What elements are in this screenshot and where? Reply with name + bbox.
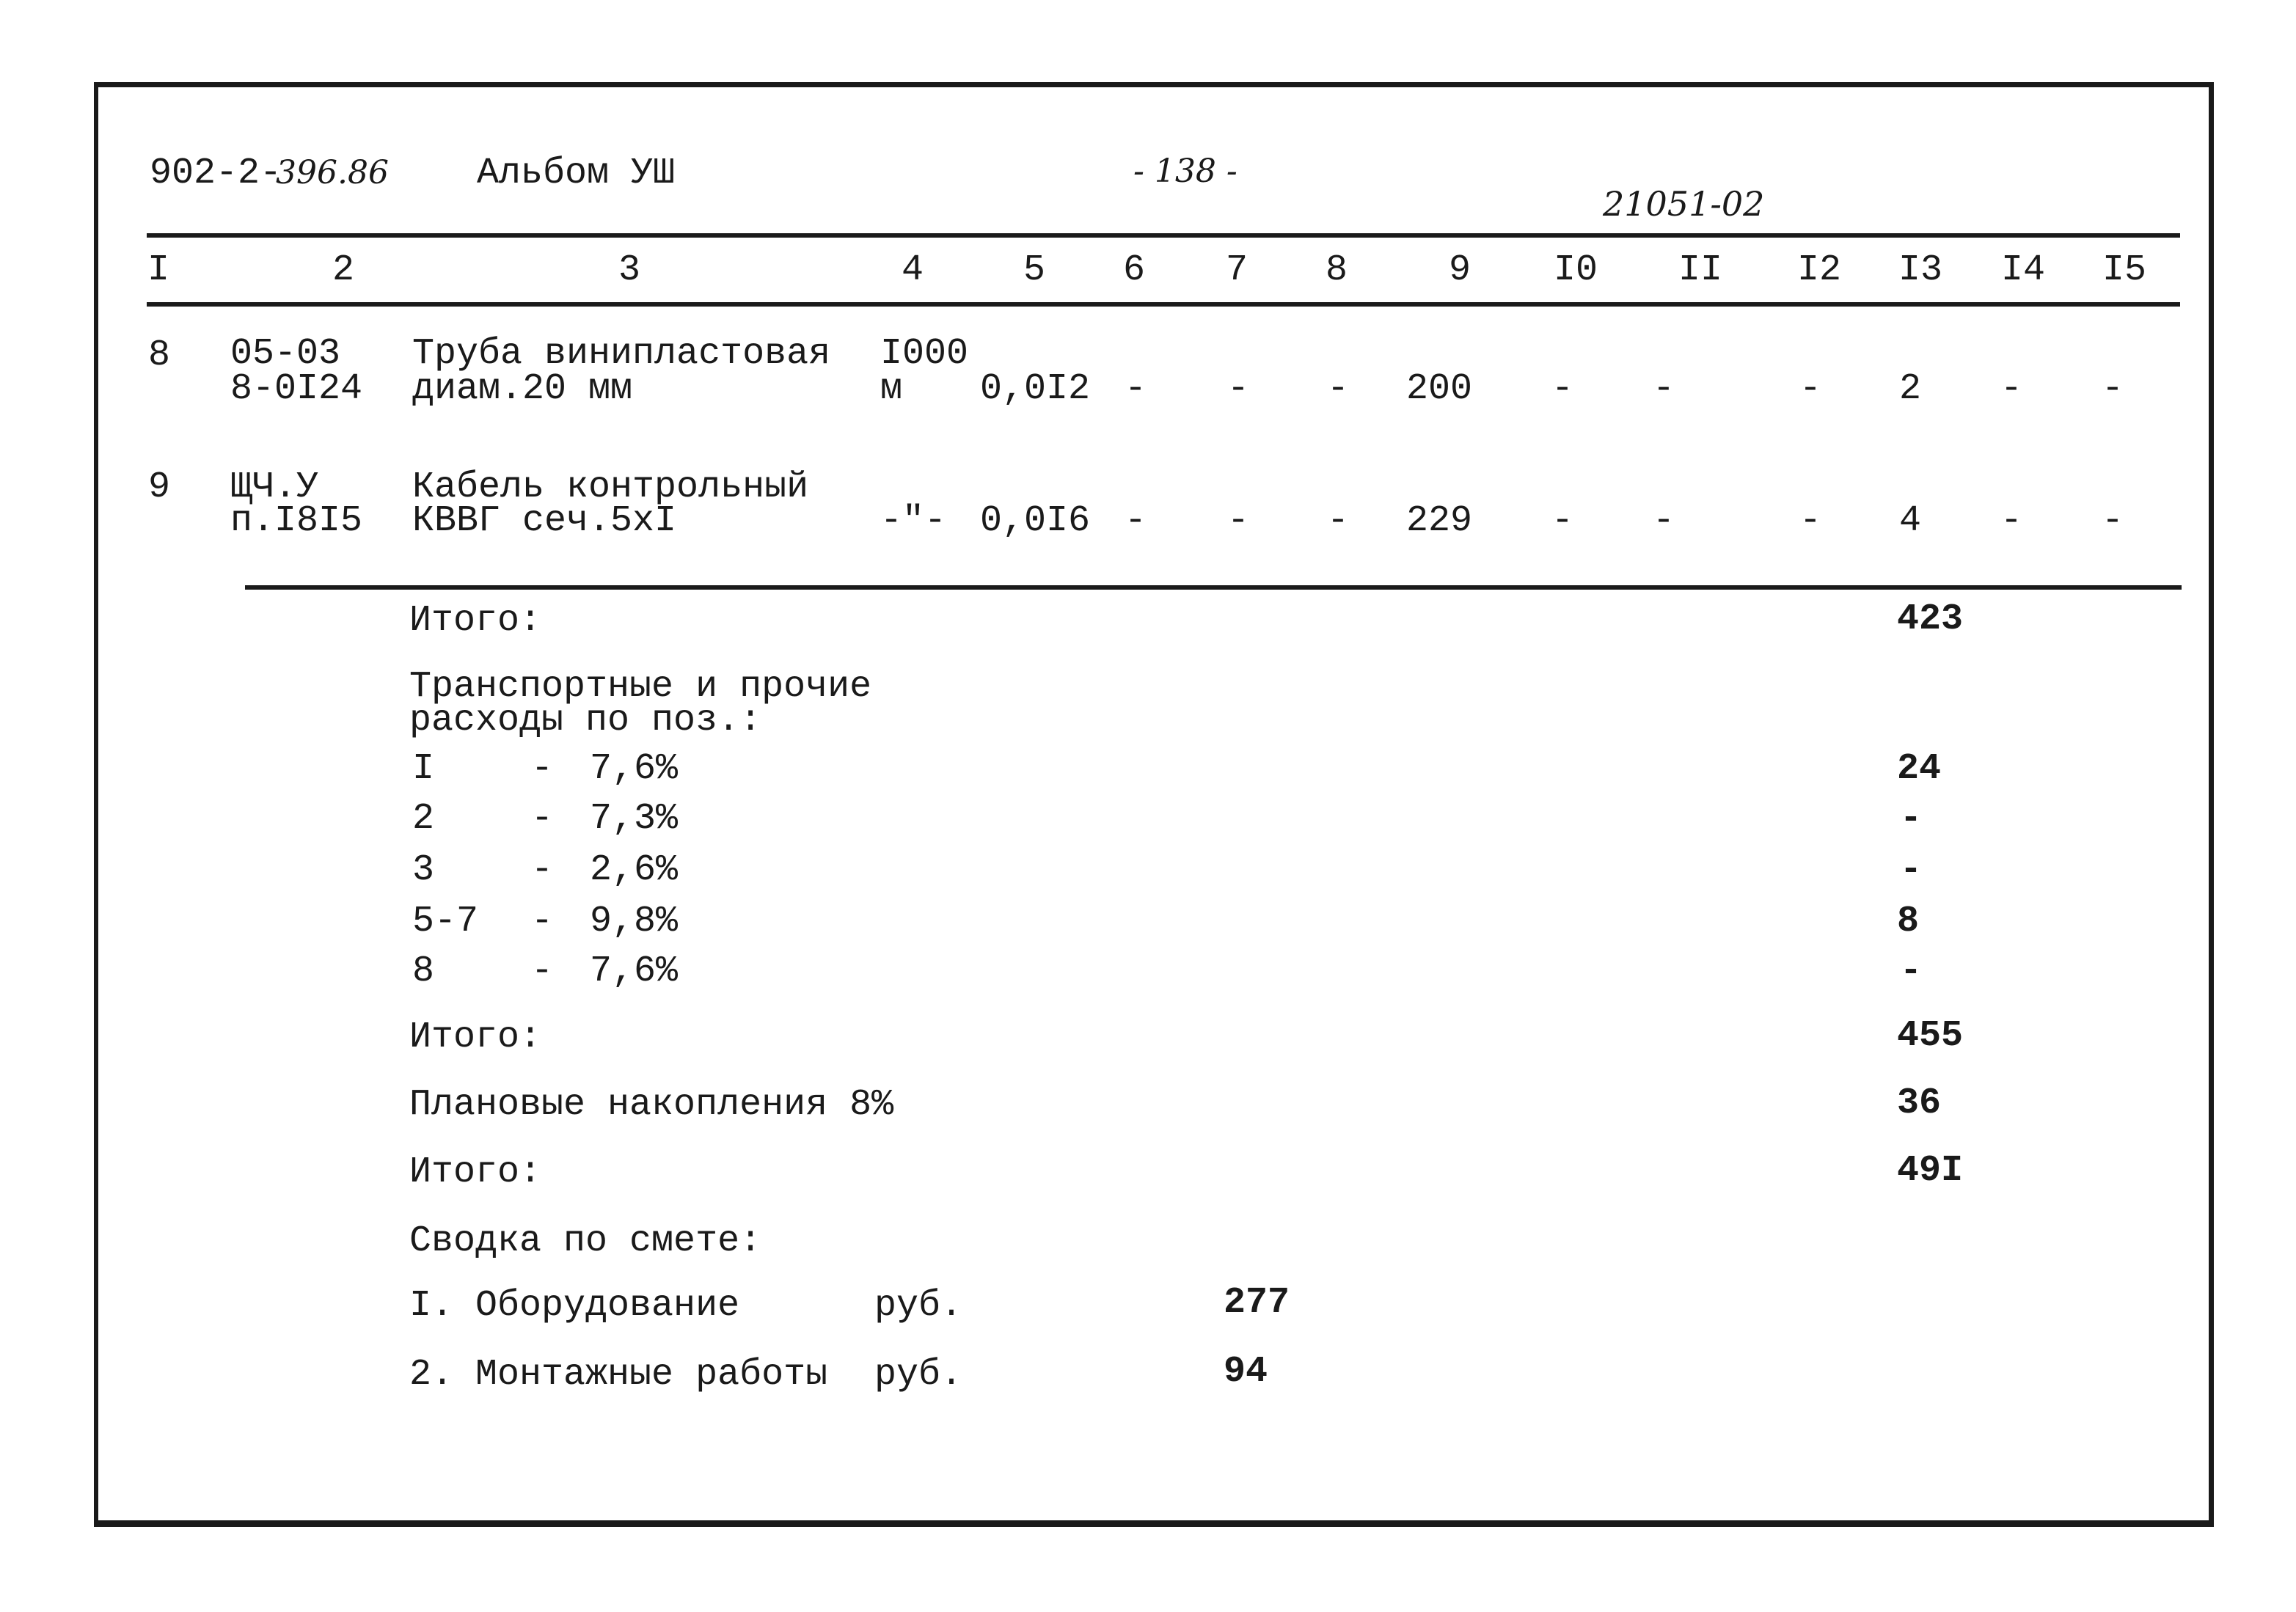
row-9-unit: -"- — [880, 500, 947, 542]
transport-item-value: - — [1900, 798, 1923, 840]
row-9-col-15: - — [2101, 500, 2124, 542]
row-8-col-6: - — [1124, 368, 1147, 410]
transport-item-percent: 2,6% — [590, 849, 679, 891]
row-8-name-2: диам.20 мм — [412, 368, 633, 410]
column-header-5: 5 — [1023, 249, 1046, 291]
transport-item-dash: - — [531, 748, 554, 790]
totals-rule — [245, 585, 2182, 590]
column-header-6: 6 — [1122, 249, 1146, 291]
column-header-12: I2 — [1796, 249, 1842, 291]
album-title: Альбом УШ — [477, 153, 676, 194]
doc-code-handwritten: 396.86 — [276, 154, 389, 191]
row-9-col-9: 229 — [1405, 500, 1473, 542]
planned-label: Плановые накопления 8% — [409, 1084, 894, 1126]
transport-item-value: 24 — [1897, 748, 1942, 790]
row-8-col-13: 2 — [1898, 368, 1922, 410]
row-9-col-10: - — [1551, 500, 1574, 542]
row-8-unit-2: м — [880, 368, 903, 410]
transport-item-pos: 5-7 — [412, 901, 479, 942]
total-2-label: Итого: — [409, 1016, 542, 1058]
estimate-installation-label: 2. Монтажные работы — [409, 1354, 828, 1396]
row-8-col-5: 0,0I2 — [980, 368, 1091, 410]
total-1-value: 423 — [1897, 598, 1964, 640]
column-header-4: 4 — [901, 249, 924, 291]
row-9-col-5: 0,0I6 — [980, 500, 1091, 542]
column-header-7: 7 — [1225, 249, 1248, 291]
transport-item-pos: 3 — [412, 849, 435, 891]
column-header-10: I0 — [1553, 249, 1598, 291]
row-8-code-2: 8-0I24 — [230, 368, 363, 410]
estimate-equipment-label: I. Оборудование — [409, 1285, 740, 1327]
estimate-equipment-unit: руб. — [874, 1285, 963, 1327]
row-8-number: 8 — [148, 334, 171, 376]
column-header-9: 9 — [1448, 249, 1471, 291]
transport-item-value: - — [1900, 849, 1923, 891]
row-8-col-15: - — [2101, 368, 2124, 410]
row-8-col-7: - — [1226, 368, 1250, 410]
total-3-value: 49I — [1897, 1150, 1964, 1192]
row-9-col-12: - — [1799, 500, 1822, 542]
column-header-1: I — [147, 249, 170, 291]
row-9-col-11: - — [1652, 500, 1675, 542]
row-8-col-10: - — [1551, 368, 1574, 410]
row-8-unit-1: I000 — [880, 333, 969, 375]
stamp-number: 21051-02 — [1603, 184, 1765, 224]
row-9-col-14: - — [2000, 500, 2023, 542]
transport-label-2: расходы по поз.: — [409, 700, 762, 741]
row-9-col-6: - — [1124, 500, 1147, 542]
transport-item-percent: 7,6% — [590, 950, 679, 992]
row-9-name-1: Кабель контрольный — [412, 466, 809, 508]
column-header-13: I3 — [1898, 249, 1943, 291]
column-header-15: I5 — [2102, 249, 2147, 291]
row-8-name-1: Труба винипластовая — [412, 333, 831, 375]
column-header-2: 2 — [332, 249, 355, 291]
row-9-code-2: п.I8I5 — [230, 500, 363, 542]
page-number: - 138 - — [1133, 153, 1237, 190]
transport-label-1: Транспортные и прочие — [409, 666, 872, 708]
column-header-14: I4 — [2000, 249, 2046, 291]
row-8-col-11: - — [1652, 368, 1675, 410]
row-9-number: 9 — [148, 466, 171, 508]
transport-item-dash: - — [531, 901, 554, 942]
row-8-col-14: - — [2000, 368, 2023, 410]
row-9-col-13: 4 — [1898, 500, 1922, 542]
row-9-col-7: - — [1226, 500, 1250, 542]
estimate-equipment-value: 277 — [1224, 1282, 1290, 1324]
estimate-installation-unit: руб. — [874, 1354, 963, 1396]
transport-item-dash: - — [531, 849, 554, 891]
transport-item-value: 8 — [1897, 901, 1920, 942]
row-9-name-2: КВВГ сеч.5хI — [412, 500, 677, 542]
row-9-col-8: - — [1326, 500, 1350, 542]
transport-item-pos: 8 — [412, 950, 435, 992]
row-9-code-1: ЩЧ.У — [230, 466, 319, 508]
total-1-label: Итого: — [409, 600, 542, 642]
transport-item-dash: - — [531, 798, 554, 840]
transport-item-percent: 9,8% — [590, 901, 679, 942]
total-2-value: 455 — [1897, 1015, 1964, 1057]
estimate-label: Сводка по смете: — [409, 1220, 762, 1262]
transport-item-pos: I — [412, 748, 435, 790]
row-8-code-1: 05-03 — [230, 333, 341, 375]
column-header-8: 8 — [1325, 249, 1348, 291]
transport-item-dash: - — [531, 950, 554, 992]
row-8-col-8: - — [1326, 368, 1350, 410]
column-header-3: 3 — [618, 249, 641, 291]
row-8-col-9: 200 — [1405, 368, 1473, 410]
total-3-label: Итого: — [409, 1151, 542, 1193]
doc-code: 902-2- — [150, 153, 282, 194]
column-header-11: II — [1678, 249, 1723, 291]
estimate-installation-value: 94 — [1224, 1351, 1268, 1393]
transport-item-pos: 2 — [412, 798, 435, 840]
planned-value: 36 — [1897, 1082, 1942, 1124]
row-8-col-12: - — [1799, 368, 1822, 410]
transport-item-percent: 7,3% — [590, 798, 679, 840]
transport-item-percent: 7,6% — [590, 748, 679, 790]
header-rule-bottom — [147, 302, 2180, 307]
transport-item-value: - — [1900, 950, 1923, 992]
header-rule-top — [147, 233, 2180, 238]
